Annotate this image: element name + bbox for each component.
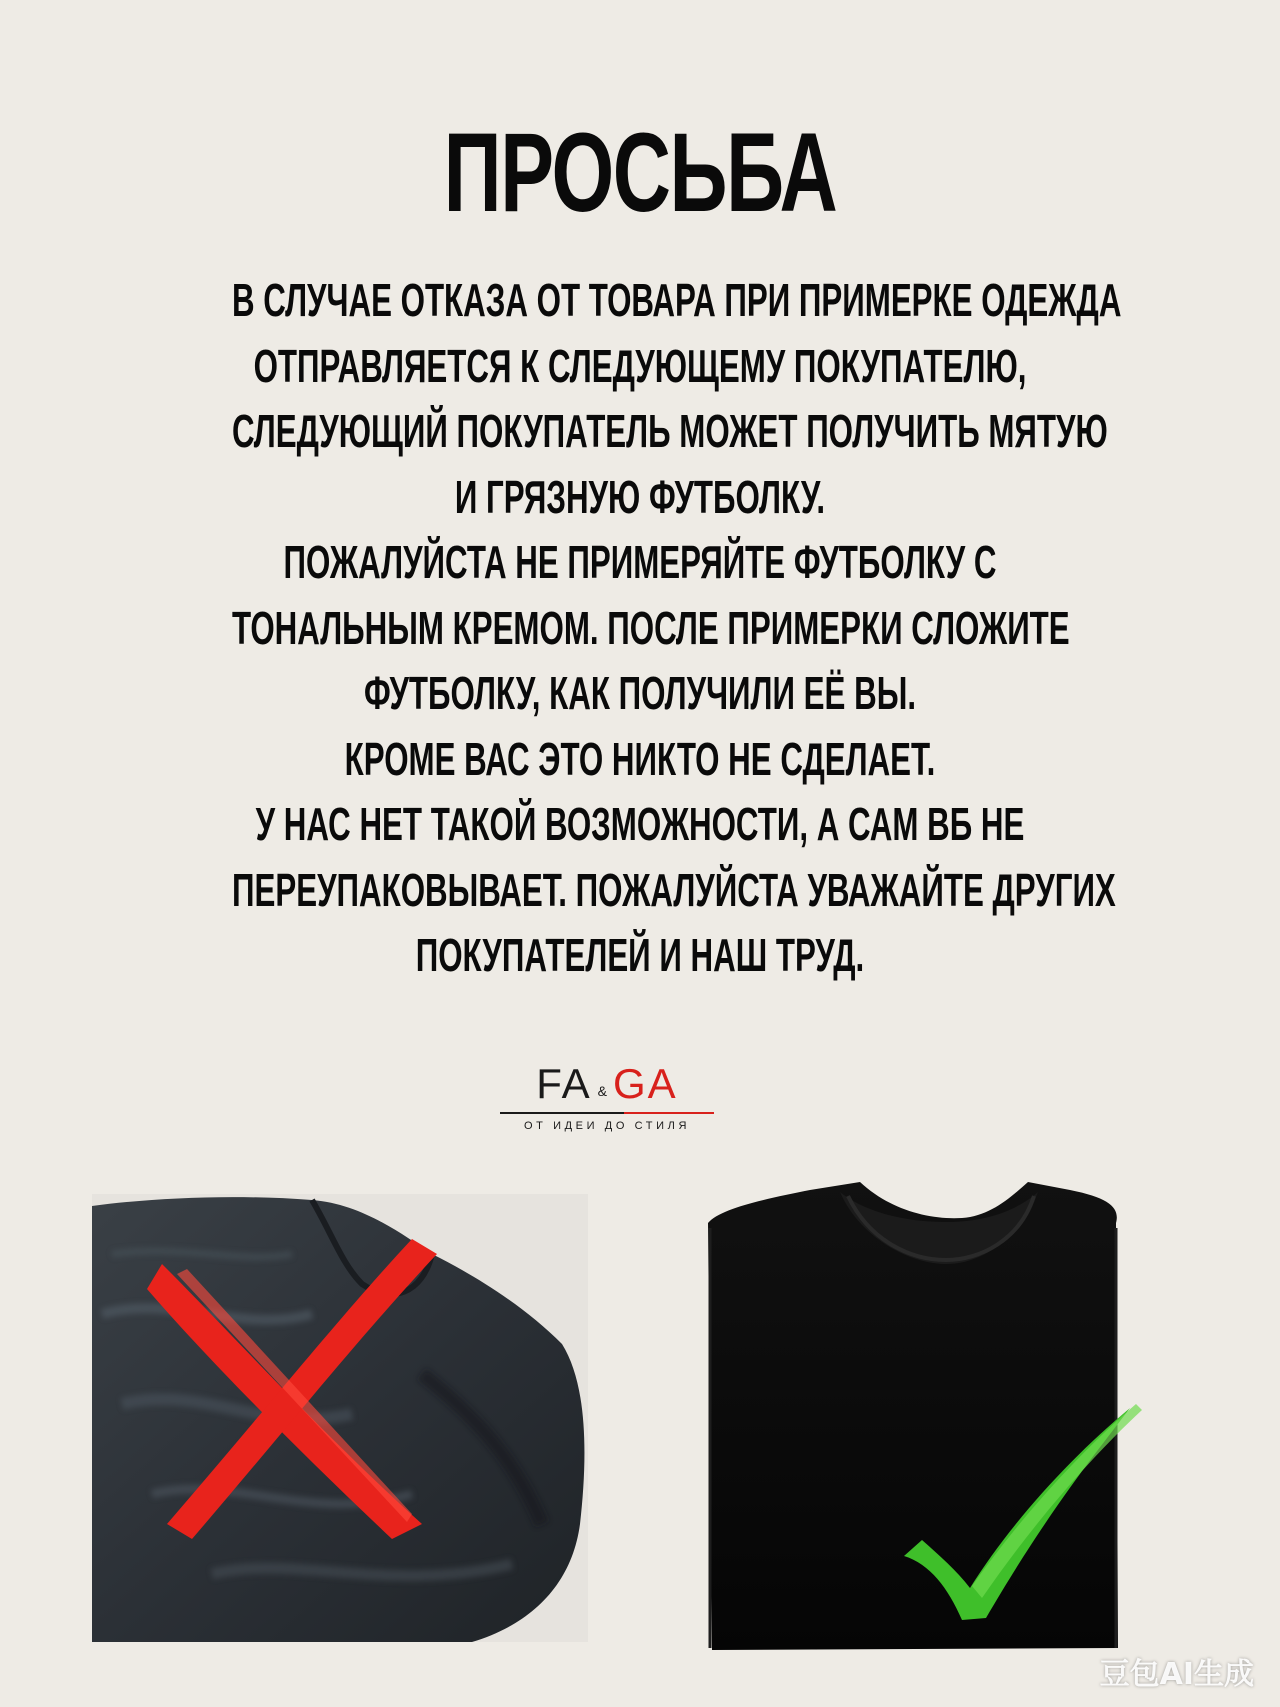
logo-mark: [500, 1060, 714, 1106]
folded-tshirt-image: [690, 1168, 1190, 1658]
message-line: В СЛУЧАЕ ОТКАЗА ОТ ТОВАРА ПРИ ПРИМЕРКЕ ОДЕЖДА: [232, 274, 1122, 326]
message-line: КРОМЕ ВАС ЭТО НИКТО НЕ СДЕЛАЕТ.: [344, 732, 936, 785]
logo-part-fa: FA: [536, 1060, 592, 1107]
logo-ampersand: &: [597, 1083, 607, 1099]
message-line: ФУТБОЛКУ, КАК ПОЛУЧИЛИ ЕЁ ВЫ.: [363, 667, 917, 719]
message-line: ПОЖАЛУЙСТА НЕ ПРИМЕРЯЙТЕ ФУТБОЛКУ С: [283, 536, 997, 588]
message-line: ПОКУПАТЕЛЕЙ И НАШ ТРУД.: [415, 929, 865, 981]
page-title: ПРОСЬБА: [443, 110, 837, 235]
watermark: 豆包AI生成: [1099, 1657, 1254, 1692]
message-line: ОТПРАВЛЯЕТСЯ К СЛЕДУЮЩЕМУ ПОКУПАТЕЛЮ,: [253, 339, 1027, 392]
brand-logo: [500, 1060, 714, 1140]
folded-tshirt-photo: [690, 1168, 1190, 1658]
crumpled-tshirt-image: [92, 1194, 588, 1642]
message-line: ТОНАЛЬНЫМ КРЕМОМ. ПОСЛЕ ПРИМЕРКИ СЛОЖИТЕ: [232, 601, 1070, 654]
request-message: [40, 268, 1240, 989]
message-line: СЛЕДУЮЩИЙ ПОКУПАТЕЛЬ МОЖЕТ ПОЛУЧИТЬ МЯТУЮ: [232, 405, 1108, 457]
logo-tagline: ОТ ИДЕИ ДО СТИЛЯ: [523, 1120, 690, 1132]
message-line: У НАС НЕТ ТАКОЙ ВОЗМОЖНОСТИ, А САМ ВБ НЕ: [255, 798, 1025, 850]
crumpled-tshirt-photo: [92, 1194, 588, 1642]
logo-part-ga: GA: [613, 1060, 678, 1107]
logo-divider: [500, 1112, 714, 1114]
message-line: ПЕРЕУПАКОВЫВАЕТ. ПОЖАЛУЙСТА УВАЖАЙТЕ ДРУГИХ: [232, 863, 1116, 916]
message-line: И ГРЯЗНУЮ ФУТБОЛКУ.: [454, 470, 826, 523]
